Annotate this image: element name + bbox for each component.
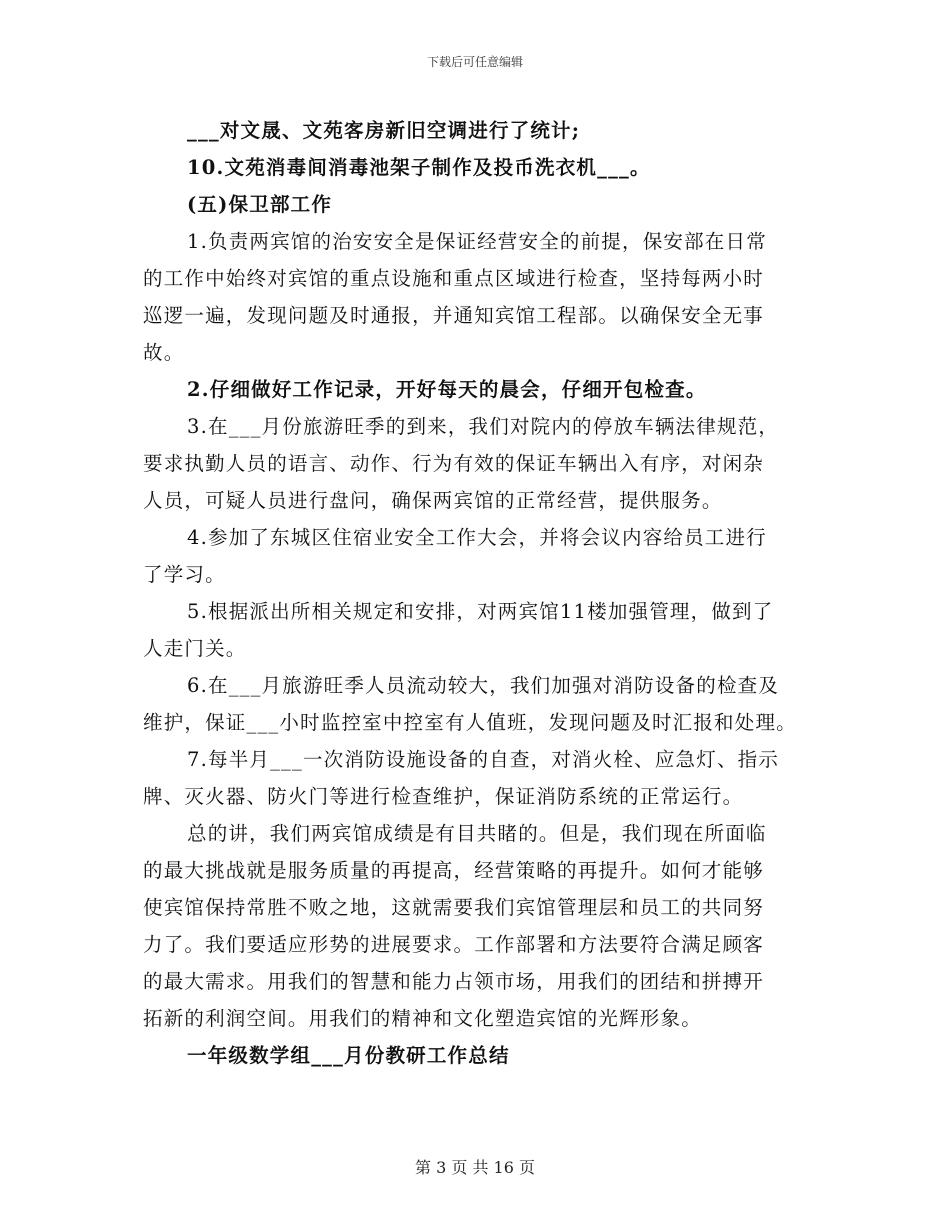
text-line: 一年级数学组___月份教研工作总结 bbox=[187, 1044, 510, 1067]
text-line: 总的讲，我们两宾馆成绩是有目共睹的。但是，我们现在所面临 bbox=[187, 822, 767, 845]
text-line: 的最大需求。用我们的智慧和能力占领市场，用我们的团结和拼搏开 bbox=[143, 970, 765, 993]
text-line: 3.在___月份旅游旺季的到来，我们对院内的停放车辆法律规范， bbox=[187, 415, 780, 438]
text-line: 了学习。 bbox=[143, 563, 226, 586]
text-line: 牌、灭火器、防火门等进行检查维护，保证消防系统的正常运行。 bbox=[143, 785, 744, 808]
text-line: 人员，可疑人员进行盘问，确保两宾馆的正常经营，提供服务。 bbox=[143, 489, 723, 512]
document-body bbox=[143, 112, 808, 1074]
text-line: 5.根据派出所相关规定和安排，对两宾馆11楼加强管理，做到了 bbox=[187, 600, 774, 623]
text-line: 6.在___月旅游旺季人员流动较大，我们加强对消防设备的检查及 bbox=[187, 674, 780, 697]
text-line: 力了。我们要适应形势的进展要求。工作部署和方法要符合满足顾客 bbox=[143, 933, 765, 956]
text-line: 拓新的利润空间。用我们的精神和文化塑造宾馆的光辉形象。 bbox=[143, 1007, 702, 1030]
text-line: 故。 bbox=[143, 341, 185, 364]
text-line: 巡逻一遍，发现问题及时通报，并通知宾馆工程部。以确保安全无事 bbox=[143, 304, 765, 327]
text-line: 10.文苑消毒间消毒池架子制作及投币洗衣机___。 bbox=[187, 156, 651, 179]
text-line: 的工作中始终对宾馆的重点设施和重点区域进行检查，坚持每两小时 bbox=[143, 267, 765, 290]
page-number: 第 3 页 共 16 页 bbox=[415, 1158, 535, 1177]
text-line: 使宾馆保持常胜不败之地，这就需要我们宾馆管理层和员工的共同努 bbox=[143, 896, 765, 919]
text-line: ___对文晟、文苑客房新旧空调进行了统计; bbox=[187, 119, 581, 142]
text-line: 7.每半月___一次消防设施设备的自查，对消火栓、应急灯、指示 bbox=[187, 748, 780, 771]
text-line: 2.仔细做好工作记录，开好每天的晨会，仔细开包检查。 bbox=[187, 378, 707, 401]
text-line: 的最大挑战就是服务质量的再提高，经营策略的再提升。如何才能够 bbox=[143, 859, 765, 882]
text-line: 4.参加了东城区住宿业安全工作大会，并将会议内容给员工进行 bbox=[187, 526, 767, 549]
page-header-note: 下载后可任意编辑 bbox=[426, 55, 523, 69]
text-line: 1.负责两宾馆的治安安全是保证经营安全的前提，保安部在日常 bbox=[187, 230, 767, 253]
text-line: (五)保卫部工作 bbox=[187, 193, 333, 216]
text-line: 人走门关。 bbox=[143, 637, 247, 660]
text-line: 要求执勤人员的语言、动作、行为有效的保证车辆出入有序，对闲杂 bbox=[143, 452, 765, 475]
text-line: 维护，保证___小时监控室中控室有人值班，发现问题及时汇报和处理。 bbox=[143, 711, 797, 734]
